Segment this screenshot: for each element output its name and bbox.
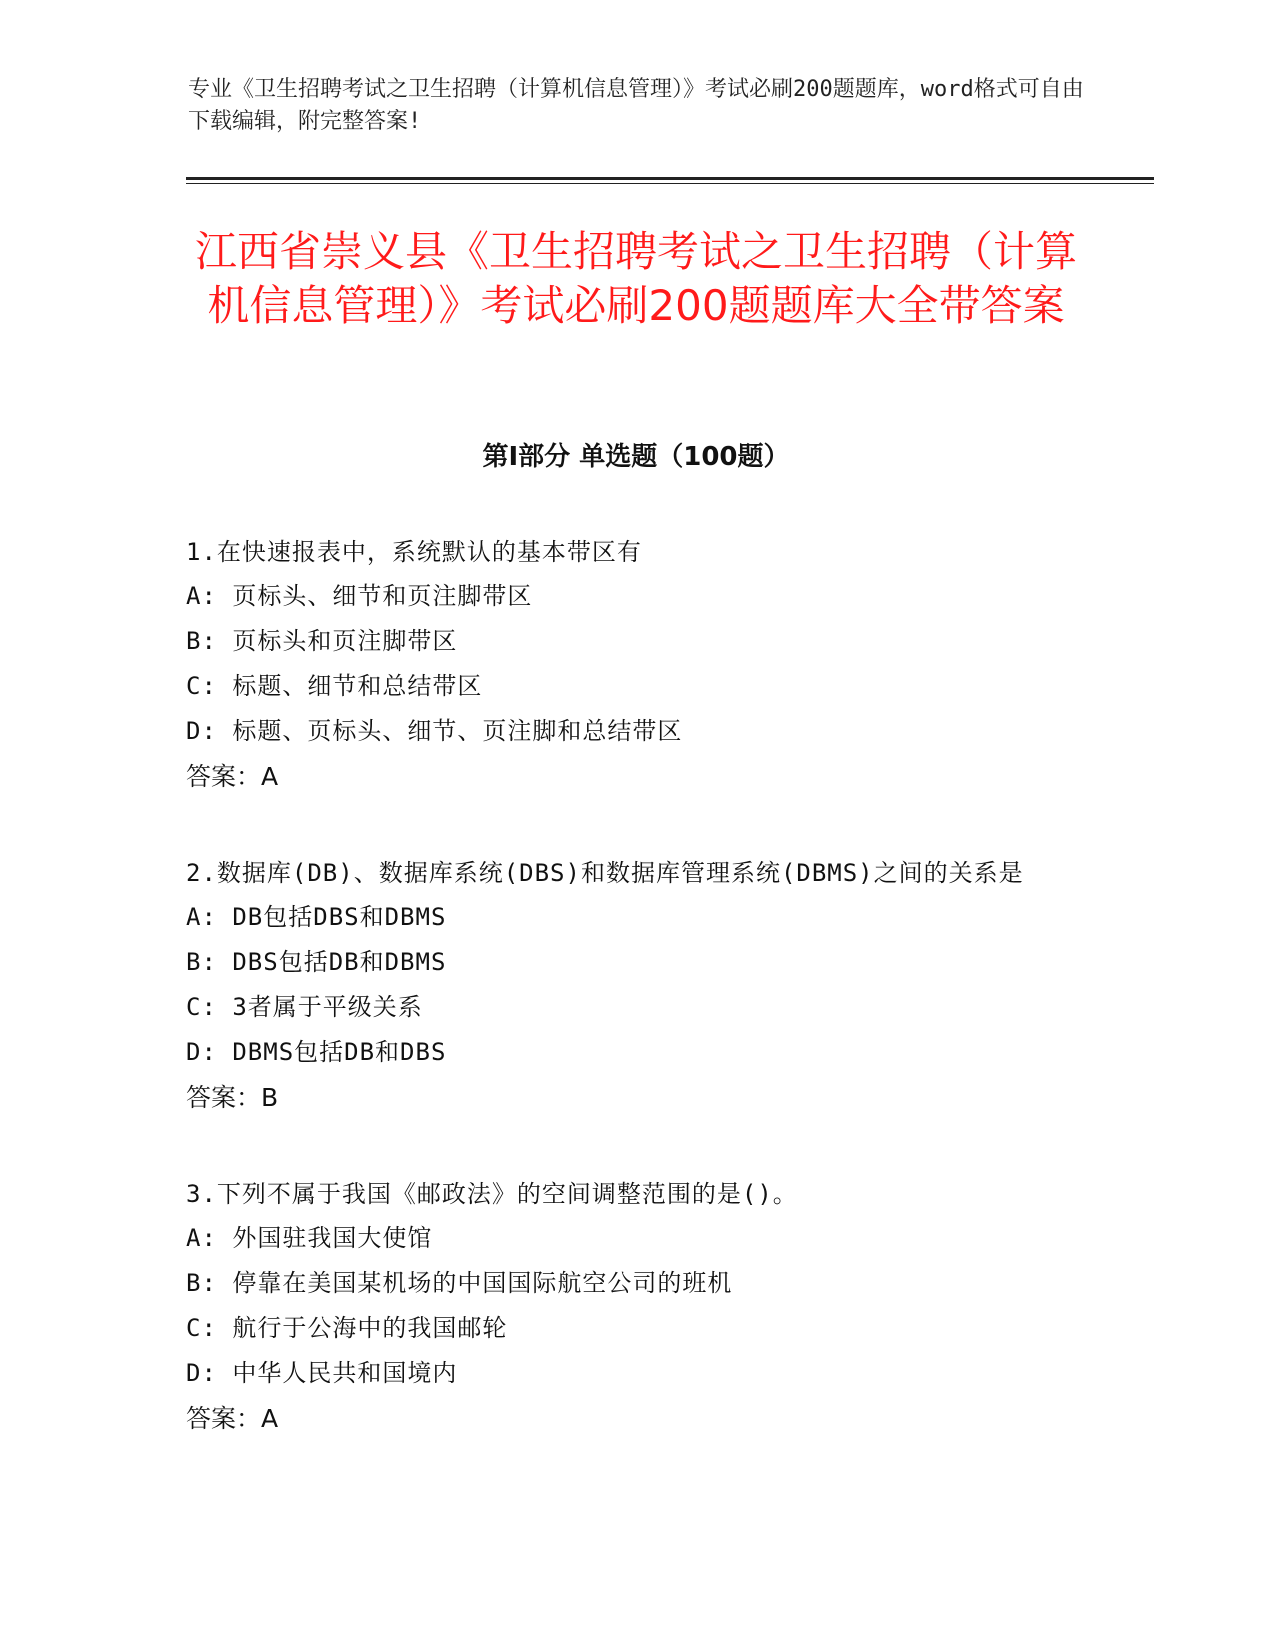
- option-d: D: 标题、页标头、细节、页注脚和总结带区: [186, 717, 683, 745]
- header-rule-thick: [186, 177, 1154, 180]
- option-b: B: DBS包括DB和DBMS: [186, 948, 447, 976]
- option-c: C: 3者属于平级关系: [186, 993, 423, 1021]
- answer: 答案：A: [186, 1404, 279, 1433]
- question-list: [186, 530, 1086, 1493]
- option-a: A: 页标头、细节和页注脚带区: [186, 582, 533, 610]
- question-2: [186, 851, 1086, 1120]
- option-d: D: DBMS包括DB和DBS: [186, 1038, 447, 1066]
- section-title: 第Ⅰ部分 单选题（100题）: [482, 442, 790, 472]
- option-a: A: 外国驻我国大使馆: [186, 1224, 433, 1252]
- question-3: [186, 1172, 1086, 1441]
- option-b: B: 停靠在美国某机场的中国国际航空公司的班机: [186, 1269, 733, 1297]
- option-c: C: 标题、细节和总结带区: [186, 672, 483, 700]
- option-a: A: DB包括DBS和DBMS: [186, 903, 447, 931]
- question-text: 3.下列不属于我国《邮政法》的空间调整范围的是()。: [186, 1180, 798, 1208]
- option-b: B: 页标头和页注脚带区: [186, 627, 458, 655]
- question-text: 1.在快速报表中，系统默认的基本带区有: [186, 538, 642, 566]
- header-rule-thin: [186, 183, 1154, 184]
- question-1: [186, 530, 1086, 799]
- answer: 答案：A: [186, 762, 279, 791]
- header-note: 专业《卫生招聘考试之卫生招聘（计算机信息管理）》考试必刷200题题库，word格式可自由下载编辑，附完整答案!: [188, 77, 1084, 134]
- answer: 答案：B: [186, 1083, 279, 1112]
- question-text: 2.数据库(DB)、数据库系统(DBS)和数据库管理系统(DBMS)之间的关系是: [186, 859, 1024, 887]
- document-title: 江西省崇义县《卫生招聘考试之卫生招聘（计算机信息管理）》考试必刷200题题库大全带答案: [194, 227, 1077, 330]
- option-c: C: 航行于公海中的我国邮轮: [186, 1314, 508, 1342]
- option-d: D: 中华人民共和国境内: [186, 1359, 458, 1387]
